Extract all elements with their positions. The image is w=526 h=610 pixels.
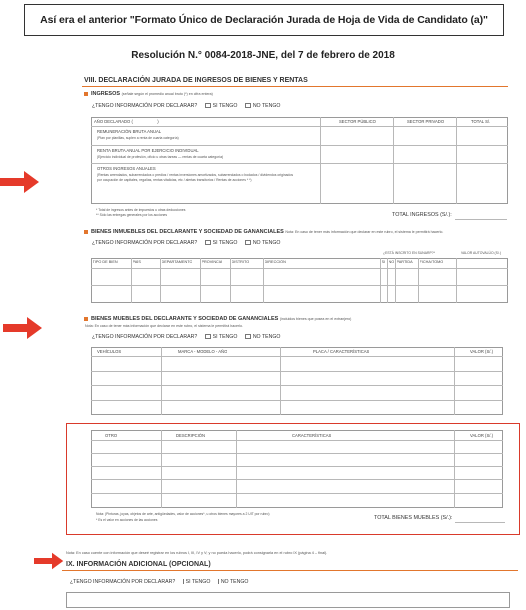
inmuebles-column-divider [395, 258, 396, 303]
inmuebles-col-distrito: DISTRITO [231, 260, 250, 264]
otros-bienes-table [91, 430, 503, 508]
total-ingresos-line [455, 219, 507, 220]
otros-col-otro: OTRO [105, 433, 118, 438]
ingresos-footnote-2: ** Sólo las entregas generales por los acciones [96, 213, 168, 217]
muebles-no-label: NO TENGO [252, 334, 281, 340]
inmuebles-question: ¿TENGO INFORMACIÓN POR DECLARAR? [92, 240, 198, 246]
muebles-question: ¿TENGO INFORMACIÓN POR DECLARAR? [92, 334, 198, 340]
inmuebles-no-checkbox[interactable] [245, 240, 251, 245]
total-ingresos-label: TOTAL INGRESOS (S/.): [392, 212, 452, 218]
ingresos-no-label: NO TENGO [252, 103, 281, 109]
muebles-question-row [92, 334, 280, 340]
muebles-yes-checkbox[interactable] [205, 334, 211, 339]
year-declared-label: AÑO DECLARADO [94, 119, 131, 124]
inmuebles-note: Nota: En caso de tener más información que declarar en este rubro, el sistema le permitirá hacerlo. [285, 230, 444, 234]
inmuebles-col-partida: PARTIDA [396, 260, 413, 264]
inmuebles-col-departamento: DEPARTAMENTO [161, 260, 193, 264]
document-title: Así era el anterior "Formato Único de Declaración Jurada de Hoja de Vida de Candidato (a)" [40, 14, 488, 26]
section-9-rule [62, 570, 518, 571]
inmuebles-question-row [92, 240, 280, 246]
vehiculos-table [91, 347, 503, 415]
inmuebles-col-direccion: DIRECCIÓN [264, 260, 286, 264]
muebles-footnote-1: Nota: (Pinturas, joyas, objetos de arte, antigüedades, valor de acciones*, u otros bienes mayores a 2 UIT por rubro) [96, 512, 270, 516]
inmuebles-column-divider [387, 258, 388, 303]
inmuebles-column-divider [456, 258, 457, 303]
inmuebles-col-ficha: FICHA/TOMO [419, 260, 444, 264]
otros-col-descripcion: DESCRIPCIÓN [176, 433, 206, 438]
inmuebles-column-divider [200, 258, 201, 303]
col-public-sector: SECTOR PÚBLICO [339, 119, 376, 124]
ingresos-yes-label: SI TENGO [212, 103, 238, 109]
inmuebles-title-row [84, 229, 443, 235]
inmuebles-col-provincia: PROVINCIA [201, 260, 223, 264]
inmuebles-column-divider [263, 258, 264, 303]
inmuebles-table [91, 258, 508, 303]
inmuebles-yes-label: SI TENGO [212, 240, 238, 246]
orange-bullet-icon [84, 317, 88, 321]
title-box [24, 4, 504, 36]
inmuebles-yes-checkbox[interactable] [205, 240, 211, 245]
section-9-yes-checkbox[interactable] [183, 579, 184, 584]
resolution-heading: Resolución N.° 0084-2018-JNE, del 7 de febrero de 2018 [131, 50, 395, 61]
vehiculos-col-vehiculos: VEHÍCULOS [97, 349, 122, 354]
orange-bullet-icon [84, 92, 88, 96]
section-9-heading: IX. INFORMACIÓN ADICIONAL (OPCIONAL) [66, 561, 211, 568]
muebles-note: Nota: En caso de tener más información que declarar en este rubro, el sistema le permitirá hacerlo. [85, 324, 244, 328]
ingresos-yes-checkbox[interactable] [205, 103, 211, 108]
muebles-title-note: (incluidos bienes que posea en el extranjero) [279, 317, 352, 321]
col-total: TOTAL S/. [471, 119, 491, 124]
muebles-no-checkbox[interactable] [245, 334, 251, 339]
section-9-yes-label: SI TENGO [185, 579, 211, 585]
muebles-title-row [84, 316, 351, 322]
ingresos-question-row [92, 103, 280, 109]
row-otros-note: (Rentas arrendados, subarrendados o predios / rentas inversiones amortizados, subarrendados o bodados / dividendos originados por ocupación de capitales, regalías, rentas vitalicias, etc / alertas transitorios / Rentas de acciones * *) [97, 173, 294, 182]
total-muebles-label: TOTAL BIENES MUEBLES (S/.): [374, 515, 453, 521]
section-9-question-row [70, 579, 248, 585]
muebles-title: BIENES MUEBLES DEL DECLARANTE Y SOCIEDAD DE GANANCIALES [91, 316, 279, 322]
inmuebles-column-divider [160, 258, 161, 303]
red-arrow-icon [32, 552, 66, 570]
sunarp-header: ¿ESTÁ INSCRITO EN SUNARP?* [383, 251, 435, 255]
row-renta-note: (Ejercicio individual de profesión, oficio u otras tareas — rentas de cuarta categoría) [97, 155, 224, 159]
ingresos-no-checkbox[interactable] [245, 103, 251, 108]
vehiculos-col-placa: PLACA / CARACTERÍSTICAS [313, 349, 370, 354]
inmuebles-col-pais: PAÍS [132, 260, 141, 264]
ingresos-note: (señale según el promedio anual bruto (*) en cifra entera) [121, 92, 213, 96]
orange-bullet-icon [84, 230, 88, 234]
ingresos-title: INGRESOS [91, 91, 121, 97]
row-otros-label: OTROS INGRESOS ANUALES [97, 166, 156, 171]
muebles-footnote-2: * Es el valor en acciones de las acciones [96, 518, 158, 522]
inmuebles-column-divider [131, 258, 132, 303]
inmuebles-column-divider [418, 258, 419, 303]
section-9-question: ¿TENGO INFORMACIÓN POR DECLARAR? [70, 579, 176, 585]
col-private-sector: SECTOR PRIVADO [407, 119, 445, 124]
year-declared-row: AÑO DECLARADO ( ) [94, 119, 159, 124]
red-arrow-icon [3, 316, 43, 340]
ingresos-question: ¿TENGO INFORMACIÓN POR DECLARAR? [92, 103, 198, 109]
inmuebles-column-divider [230, 258, 231, 303]
inmuebles-col-no: NO [388, 260, 395, 264]
inmuebles-col-tipo: TIPO DE BIEN [92, 260, 118, 264]
section-8-rule [82, 86, 508, 87]
row-renta-label: RENTA BRUTA ANUAL POR EJERCICIO INDIVIDUAL [97, 148, 199, 153]
otros-col-caracteristicas: CARACTERÍSTICAS [292, 433, 332, 438]
vehiculos-col-marca: MARCA - MODELO - AÑO [178, 349, 228, 354]
inmuebles-column-divider [380, 258, 381, 303]
muebles-yes-label: SI TENGO [212, 334, 238, 340]
inmuebles-no-label: NO TENGO [252, 240, 281, 246]
inmuebles-col-si: SI [381, 260, 386, 264]
section-9-no-checkbox[interactable] [218, 579, 219, 584]
row-remuneracion-note: (Plan por planillas, suplen a renta de cuarta categoría) [97, 136, 179, 140]
section-8-heading: VIII. DECLARACIÓN JURADA DE INGRESOS DE BIENES Y RENTAS [84, 77, 308, 84]
vehiculos-col-valor: VALOR (S/.) [470, 349, 493, 354]
total-muebles-line [455, 522, 505, 523]
section-9-no-label: NO TENGO [220, 579, 249, 585]
inmuebles-title: BIENES INMUEBLES DEL DECLARANTE Y SOCIEDAD DE GANANCIALES [91, 229, 284, 235]
valor-autovaluo-header: VALOR AUTOVALÚO (S/.) [461, 251, 501, 255]
ingresos-title-row [84, 91, 213, 97]
otros-col-valor: VALOR (S/.) [470, 433, 493, 438]
ingresos-footnote-1: * Total de ingresos antes de impuestos u otras deducciones [96, 208, 186, 212]
red-arrow-icon [0, 170, 40, 194]
row-remuneracion-label: REMUNERACIÓN BRUTA ANUAL [97, 129, 162, 134]
bottom-note: Nota: En caso cuente con información que deseé registrar en los rubros I, III, IV y V; y no pueda hacerlo, podrá consignarla en el rubro IX (página 4 – final). [66, 551, 328, 555]
section-9-input-box[interactable] [66, 592, 510, 608]
